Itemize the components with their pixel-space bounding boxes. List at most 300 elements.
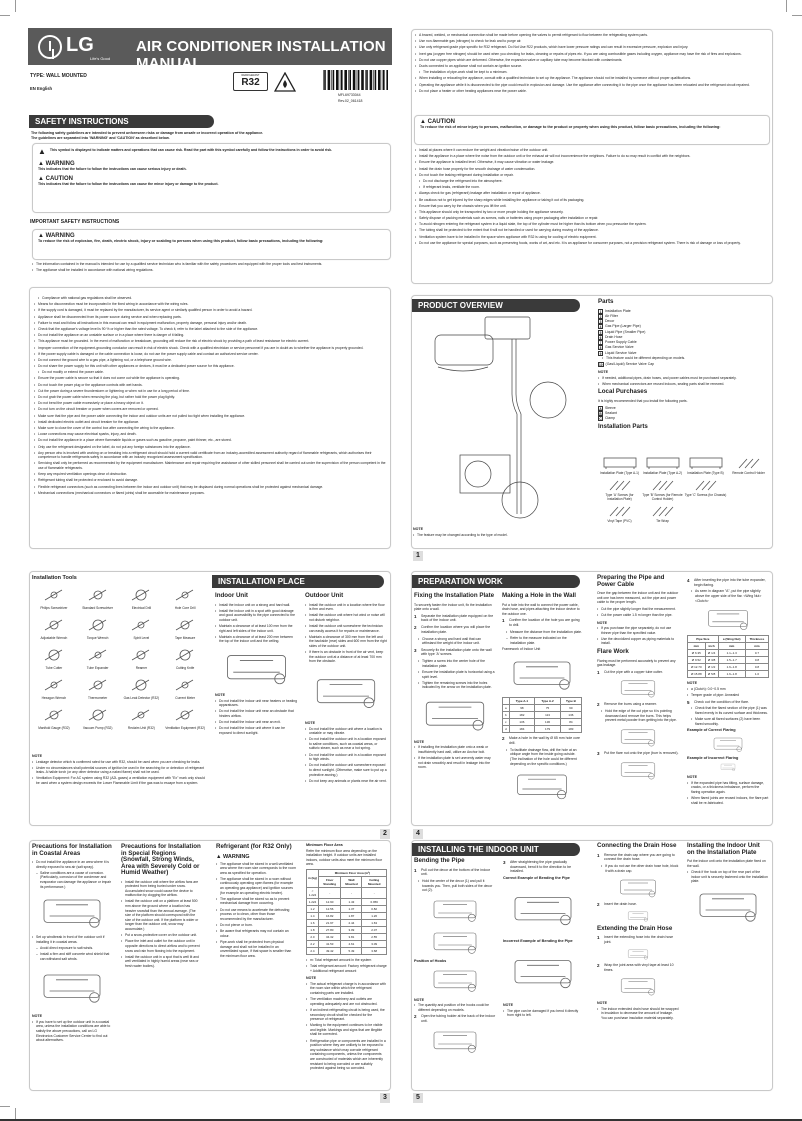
installation-part-item: [727, 478, 770, 501]
part-number-badge: 8: [599, 346, 602, 351]
bullet-item: • Be cautious not to get injured by the sharp edges while installing the appliance or taking it out of its packaging.: [415, 198, 769, 203]
bullet-item: • The indoor extended drain hose should be wrapped in insulation to decrease the amount of leakage. You can purchase insulation material separately.: [597, 1007, 679, 1021]
bullet-item: • Do not pierce or burn.: [216, 923, 296, 928]
section-title-preparation-work: PREPARATION WORK: [412, 575, 580, 588]
tool-icon: [86, 705, 110, 725]
caution-label: CAUTION: [45, 176, 73, 182]
plate-figure: [502, 653, 582, 695]
bullet-item: • Install the outdoor unit in a spot that is well lit and well ventilated in highly humid areas (near sea or fresh water bodies).: [121, 955, 201, 969]
step-item: [414, 648, 496, 657]
table-cell: 2.4: [307, 947, 319, 954]
table-row: [503, 712, 582, 719]
lg-logo-icon: [38, 35, 62, 59]
part-number-badge: A: [599, 406, 602, 411]
tools-note: [32, 751, 207, 787]
tool-item: [76, 675, 120, 700]
tool-label: Spirit Level: [133, 636, 150, 640]
note-label: NOTE: [597, 1001, 607, 1006]
bullet-item: • Cut the pipe slightly longer that the measurement.: [597, 607, 679, 612]
section-heading: Flare Work: [597, 648, 629, 656]
tool-item: [120, 585, 164, 610]
part-number-badge: 4: [599, 325, 602, 330]
note-label: NOTE: [306, 976, 316, 981]
bullet-item: • Use non-flammable gas (nitrogen) to check for leak and to purge air.: [415, 39, 769, 44]
bullet-item: • If the power supply cable is damaged or the cable connection is loose, do not use the power supply cable and contact an authorized service center.: [34, 352, 388, 357]
bullet-item: • If an indirect refrigerating circuit is being used, the secondary circuit shall be checked for the presence of refrigerant.: [306, 1008, 387, 1022]
installation-part-label: Tie Wrap: [656, 519, 669, 523]
table-cell: 12.90: [318, 898, 341, 905]
installation-part-label: Type 'C' Screws (for Chassis): [684, 493, 727, 497]
section-heading: Installation Parts: [598, 423, 648, 431]
symbol-legend-box: [32, 143, 391, 213]
table-cell: 179: [535, 726, 561, 733]
product-type: TYPE: WALL MOUNTED: [30, 73, 87, 79]
installation-part-label: Remote Control Holder: [732, 471, 765, 475]
tool-icon: [129, 645, 153, 665]
note-label: NOTE: [215, 693, 225, 698]
warning-label: WARNING: [45, 233, 75, 239]
step-text: Make a hole in the wall by Ø 65 mm hole core drill.: [509, 736, 581, 745]
bullet-item: • Install the appliance in a place where the noise from the outdoor unit or the exhaust air will not inconvenience the neighbors. Failure to do so may result in conflict with the neighbors.: [415, 154, 769, 159]
sub-bullet-item: • Tighten the remaining screws into the holes indicated by the arrow on the installation plate.: [414, 681, 496, 690]
table-cell: 183: [560, 726, 581, 733]
table-row: [307, 940, 387, 947]
language: EN English: [30, 86, 53, 91]
page-number: 5: [413, 1093, 423, 1103]
table-cell: c: [503, 719, 510, 726]
section-heading: Preparing the Pipe and Power Cable: [597, 574, 665, 588]
table-header-cell: Thickness: [745, 636, 768, 643]
bullet-item: • Total refrigerant amount: Factory refrigerant charge + Additional refrigerant amount: [306, 964, 387, 973]
sub-bullet-item: • Do not discharge the refrigerant into the atmosphere.: [415, 179, 769, 184]
tool-icon: [86, 675, 110, 695]
bullet-item: • Cut the power cable 1.5 m longer than the pipe.: [597, 613, 679, 618]
part-name: Drain Hose: [605, 334, 623, 339]
table-cell: 2.44: [341, 919, 362, 926]
table-header-cell: Wall Mounted: [341, 876, 362, 887]
subheading: Position of Hooks: [414, 958, 447, 963]
refrigerant-caption: REFRIGERANT: [241, 74, 260, 77]
part-name: Air Filter: [605, 313, 619, 318]
bullet-item: • Failure to read and follow all instructions in this manual can result in equipment malfunction, property damage, personal injury and/or death.: [34, 321, 388, 326]
bullet-item: • Pipe-work shall be protected from physical damage and shall not be installed in an unventilated space, if that space is smaller than the minimum floor area.: [216, 940, 296, 958]
bullet-item: • Do not install the outdoor unit where a location is unstable or may vibrate.: [305, 727, 387, 736]
bullet-item: • Check if the hook on top of the rear part of the indoor unit is securely fastened onto the installation plate.: [687, 870, 769, 884]
step-number: 2: [597, 902, 600, 908]
subheading: Correct Example of Bending the Pipe: [503, 876, 570, 881]
tool-icon: [129, 585, 153, 605]
tool-icon: [86, 585, 110, 605]
important-safety-title: IMPORTANT SAFETY INSTRUCTIONS: [30, 219, 120, 225]
tool-item: [163, 585, 207, 610]
tool-item: [163, 615, 207, 640]
page-number: 4: [413, 829, 423, 839]
part-number-badge: 6: [599, 335, 602, 340]
tool-icon: [86, 645, 110, 665]
table-cell: 0.8: [745, 664, 768, 671]
bullet-item: • Install the indoor unit in a spot with good drainage and good accessibility to the pipe connected to the outdoor unit.: [215, 609, 298, 623]
bullet-item: • Leakage detector which is confirmed rated for use with R32, should be used when you are checking for leaks.: [32, 760, 207, 765]
table-cell: 34.32: [318, 933, 341, 940]
step-item: [414, 1014, 496, 1023]
bullet-item: • The appliance shall be stored so as to prevent mechanical damage from occurring.: [216, 897, 296, 906]
installation-part-icon: [731, 456, 767, 470]
bullet-item: • This appliance must be grounded. In the event of malfunction or breakdown, grounding will reduce the risk of electric shock by providing a path of least resistance for electric current.: [34, 339, 388, 344]
part-number-badge: B: [599, 411, 602, 416]
data-table: [306, 869, 387, 955]
sub-bullet-item: • Tighten a screw into the center hole of the installation plate.: [414, 659, 496, 668]
bullet-item: • If needed, additional pipes, drain hoses, and power cables must be purchased separately.: [598, 376, 770, 381]
tool-label: Standard Screwdriver: [82, 606, 113, 610]
installation-part-item: [684, 478, 727, 501]
bullet-item: • Do not use the appliance for special purposes, such as preserving foods, works of art, and etc. It is an appliance for consumer purposes, not a precision refrigerant system. There is risk of damage or loss of property.: [415, 241, 769, 246]
step-item: [414, 614, 496, 623]
bullet-item: • Any person who is involved with working on or breaking into a refrigerant circuit should hold a current valid certificate from an industry-accredited assessment authority regard of flammable refrigerants, which authorises their competence to handle refrigerants safely in accordance with an industry recognized assessment specification.: [34, 451, 388, 460]
section-heading: Local Purchases: [598, 388, 648, 396]
sub-bullet-item: • Choose a strong and hard wall that can withstand the weight of the indoor unit.: [414, 637, 496, 646]
step-text: After inserting the pipe into the tube expander, begin flaring.: [694, 578, 766, 587]
bullet-item: • Do not install the appliance on an unstable surface or in a place where there is danger of it falling.: [34, 333, 388, 338]
subheading: Example of Correct Flaring: [687, 728, 736, 733]
table-cell: 21.97: [318, 919, 341, 926]
caution-box: [414, 115, 770, 145]
paragraph: It is highly recommended that you install the following parts.: [598, 398, 688, 403]
table-cell: Ø 1/4: [705, 650, 718, 657]
table-header-cell: mm: [745, 643, 768, 650]
table-cell: 1.6: [307, 919, 319, 926]
bullet-item: • Inert gas (oxygen free nitrogen) should be used when you checking for leaks, cleaning or repairs of pipes etc. If you are using combustible gases including oxygen, appliance may have the risk of fires and explosions.: [415, 52, 769, 57]
section-heading: Refrigerant (for R32 Only): [216, 843, 292, 850]
table-cell: 41.53: [318, 940, 341, 947]
step-item: [414, 868, 496, 877]
bullet-item: • Install the outdoor unit on a platform at least 500 mm above the ground where a location has heavier snowfall than the annual average. (The size of the platform should correspond with the size of the outdoor unit. If the platform is wider or longer than the outdoor unit, snow may accumulate.): [121, 899, 201, 931]
installation-part-item: [598, 504, 641, 523]
installation-part-icon: [602, 504, 638, 518]
table-header-cell: Ceiling Mounted: [362, 876, 387, 887]
tool-item: [76, 645, 120, 670]
table-header-cell: mm: [688, 643, 706, 650]
bullet-item: • Install the outdoor unit somewhere the technician can easily access it for repairs or maintenance.: [305, 624, 387, 633]
bullet-item: • Be aware that refrigerants may not contain an odour.: [216, 929, 296, 938]
tool-icon: [42, 675, 66, 695]
bullet-item: • Refrigerant tubing shall be protected or enclosed to avoid damage.: [34, 478, 388, 483]
indoor-unit-figure: [414, 965, 496, 995]
part-name: Installation Plate: [605, 308, 631, 313]
flare-correct-figure: [687, 734, 769, 754]
table-row: [688, 650, 769, 657]
table-cell: 2.2: [307, 940, 319, 947]
installation-part-icon: [688, 478, 724, 492]
warning-triangle-icon: ▲: [38, 161, 46, 167]
tool-item: [32, 615, 76, 640]
bullet-item: • Make sure that the pipe and the power cable connecting the indoor and outdoor units are not pulled too tight when installing the appliance.: [34, 414, 388, 419]
step-number: 1: [597, 669, 600, 675]
bullet-item: • Do not use copper pipes which are deformed. Otherwise, the expansion valve or capillary tube may become blocked with contaminants.: [415, 58, 769, 63]
section-heading: Precautions for Installation in Special Regions (Snowfall, Strong Winds, Area with Severely Cold or Humid Weather): [121, 843, 201, 876]
bullet-item: • Do not keep any animals or plants near the air vent.: [305, 779, 387, 784]
hole-figure: [502, 768, 582, 803]
paragraph: Put the indoor unit onto the installation plate fixed on the wall.: [687, 859, 766, 868]
tool-label: Vacuum Pump (R32): [82, 726, 113, 730]
table-cell: 12.56: [318, 905, 341, 912]
tool-item: [120, 675, 164, 700]
bullet-item: • Do not install the appliance in an area where it is directly exposed to sea air (salt spray).: [32, 860, 112, 869]
part-number-badge: 1: [599, 309, 602, 314]
installation-part-item: [598, 478, 641, 501]
step-item: [502, 736, 582, 745]
bullet-item: • Only use the refrigerant designated on the label, do not put any foreign substances into the appliance.: [34, 445, 388, 450]
bullet-item: • Improper connection of the equipment-grounding conductor can result in risk of electric shock. Check with a qualified electrician or service personnel if you are in doubt as to whether the appliance is properly grounded.: [34, 346, 388, 351]
bullet-item: • The tubing shall be protected to the extent that it will not be handled or used for carrying during moving of the appliance.: [415, 228, 769, 233]
bullet-item: • If you purchase the pipe separately, do not use thinner pipe than the specified value.: [597, 626, 679, 635]
paragraph: Flaring must be performed accurately to prevent any gas leakage.: [597, 658, 676, 668]
tool-label: Electrical Drill: [131, 606, 152, 610]
installation-part-icon: [731, 478, 767, 492]
table-cell: 0.7: [745, 650, 768, 657]
outdoor-clearance-figure: [305, 666, 387, 718]
bullet-item: • m: Total refrigerant amount in the system: [306, 958, 387, 963]
tool-item: [32, 645, 76, 670]
tool-label: Tape Measure: [175, 636, 196, 640]
sub-bullet-item: • If refrigerant leaks, ventilate the room.: [415, 185, 769, 190]
refrigerant-badge: [233, 72, 268, 91]
table-row: [503, 719, 582, 726]
flare-figure: [597, 676, 679, 700]
subheading: Example of Incorrect Flaring: [687, 756, 739, 761]
tool-label: Hexagon Wrench: [41, 696, 67, 700]
tool-label: Tube Expander: [86, 666, 109, 670]
table-cell: 27.80: [318, 926, 341, 933]
sub-bullet-item: • Check that the flared section of the pipe (1) was flared evenly in its curved surface and thickness.: [687, 706, 769, 715]
table-row: [307, 919, 387, 926]
tool-label: Torque Wrench: [86, 636, 109, 640]
bend-figure: [503, 882, 583, 937]
bullet-item: • Maintain a clearance of 300 mm from the left and the backside (rear) sides and 600 mm from the right sides of the outdoor unit.: [305, 635, 387, 649]
step-number: 2: [597, 702, 600, 708]
table-header-cell: a (Wing Nut): [718, 636, 745, 643]
pipe-figure: [687, 605, 769, 633]
bullet-item: • Do not share the power supply for this unit with other appliances or devices, it must be a dedicated power source for this appliance.: [34, 364, 388, 369]
special-regions-column: [121, 841, 201, 970]
table-cell: 113: [535, 712, 561, 719]
table-row: [307, 898, 387, 905]
paragraph: Put a hole into the wall to connect the power cable, drain hose, and pipes attaching the indoor device to the outdoor one.: [502, 602, 580, 616]
table-cell: Ø 3/8: [705, 657, 718, 664]
table-cell: 2.55: [362, 933, 387, 940]
bullet-item: • Install dedicated electric outlet and circuit breaker for the appliance.: [34, 420, 388, 425]
section-title-safety: SAFETY INSTRUCTIONS: [29, 115, 214, 128]
bullet-item: • Flexible refrigerant connectors (such as connecting lines between the indoor and outdoor unit) that may be displaced during normal operations shall be protected against mechanical damage.: [34, 485, 388, 490]
bullet-item: • Safely dispose of packing materials such as screws, nails or batteries using proper packaging after installation or repair.: [415, 216, 769, 221]
step-number: 2: [502, 736, 505, 742]
note-label: NOTE: [503, 1003, 513, 1008]
sub-bullet-item: • As seen in diagram "A", put the pipe slightly above the upper side of the flar. <Wing Nut> <Clutch>: [687, 589, 769, 603]
step-text: Securely fix the installation plate onto the wall with type 'A' screws.: [421, 647, 492, 657]
installation-part-icon: [602, 478, 638, 492]
barcode: [323, 70, 388, 90]
tool-item: [32, 675, 76, 700]
table-cell: Ø 9.52: [688, 657, 706, 664]
caution-description: This indicates that the failure to follow the instructions can cause the minor injury or damage to the product.: [38, 182, 219, 186]
bullet-item: • Means for disconnection must be incorporated in the fixed wiring in accordance with the wiring rules.: [34, 302, 388, 307]
caution-label: CAUTION: [427, 119, 455, 125]
tool-item: [163, 675, 207, 700]
part-number-badge: 3: [599, 320, 602, 325]
installation-parts-grid: [598, 456, 770, 523]
table-header-cell: Type A-2: [535, 698, 561, 705]
step-item: [597, 963, 679, 972]
section-heading: Connecting the Drain Hose: [597, 842, 677, 849]
bullet-item: • The appliance shall be installed in accordance with national wiring regulations.: [32, 268, 390, 273]
page-number: 2: [380, 829, 390, 839]
table-cell: 16.82: [318, 912, 341, 919]
bullet-item: • The information contained in the manual is intended for use by a qualified service technician who is familiar with the safety procedures and equipped with the proper tools and test instruments.: [32, 262, 390, 267]
dash-item: – Refer to the measure indicated on the installation plate.: [502, 636, 582, 645]
tool-icon: [42, 645, 66, 665]
floor-area-column: [306, 841, 387, 1072]
table-header-cell: mm: [718, 643, 745, 650]
bullet-item: • Do not use means to accelerate the defrosting process or to clean, other than those recommended by the manufacturer.: [216, 908, 296, 922]
indoor-unit-figure: [414, 895, 496, 925]
indoor-unit-figure: [414, 927, 496, 957]
bullet-item: • The ventilation machinery and outlets are operating adequately and are not obstructed.: [306, 997, 387, 1006]
tool-icon: [129, 675, 153, 695]
sub-bullet-item: • The installation of pipe-work shall be kept to a minimum.: [415, 70, 769, 75]
table-cell: -: [318, 887, 341, 898]
bullet-item: • Do not connect the ground wire to a gas pipe, a lightning rod, or a telephone ground wire.: [34, 358, 388, 363]
safety-intro-line: The following safety guidelines are intended to prevent unforeseen risks or damage from unsafe or incorrect operation of the appliance.: [31, 131, 264, 135]
table-cell: 1.2: [307, 905, 319, 912]
tool-icon: [86, 615, 110, 635]
step-item: [687, 578, 769, 587]
bullet-item: • The pipe can be damaged if you bend it directly from right to left.: [503, 1009, 583, 1018]
bullet-item: • Maintain a clearance of at least 200 mm between the top of the indoor unit and the ceiling.: [215, 635, 298, 644]
bend-figure: [503, 945, 583, 1000]
note-label: NOTE: [413, 527, 423, 531]
step-item: [502, 618, 582, 627]
part-name: Liquid Service Valve: [605, 350, 637, 355]
step-number: 4: [687, 578, 690, 583]
tool-icon: [173, 705, 197, 725]
note-label: NOTE: [598, 370, 608, 375]
tool-item: [120, 705, 164, 730]
table-cell: 1.224: [307, 898, 319, 905]
table-header-row: [688, 636, 769, 643]
part-item: [598, 362, 770, 367]
table-cell: 84: [560, 719, 581, 726]
table-cell: Ø 6.35: [688, 650, 706, 657]
table-cell: Ø 15.88: [688, 671, 706, 678]
table-cell: 184: [509, 726, 535, 733]
indoor-unit-figure: [414, 1026, 496, 1056]
installation-part-label: Type 'B' Screws (for Remote Control Holder): [642, 493, 683, 501]
bullet-item: • Install at places where it can endure the weight and vibration/noise of the outdoor unit.: [415, 148, 769, 153]
bullet-item: • Always check for gas (refrigerant) leakage after installation or repair of appliance.: [415, 191, 769, 196]
dash-item: – Avoid direct exposure to salt winds.: [32, 946, 112, 951]
tagline: Life's Good: [90, 56, 111, 61]
tool-label: Reamer: [135, 666, 148, 670]
note-label: NOTE: [597, 620, 607, 625]
bullet-item: • The quantity and position of the hooks could be different depending on models.: [414, 1003, 496, 1012]
note-label: NOTE: [687, 775, 697, 780]
step-text: Remove the drain cap where you are going to connect the drain hose.: [604, 852, 675, 862]
step-number: 2: [414, 625, 417, 631]
tool-label: Philips Screwdriver: [40, 606, 68, 610]
bullet-item: • If the installation plate is set unevenly water may not drain smoothly and result in leakage into the room.: [414, 756, 496, 770]
bullet-item: • Do not install the indoor unit near heaters or heating apparatuses.: [215, 699, 298, 708]
table-cell: -: [362, 887, 387, 898]
note-label: NOTE: [305, 721, 315, 725]
table-cell: 75: [535, 705, 561, 712]
warning-label: WARNING: [45, 161, 75, 167]
table-header-row: [307, 876, 387, 887]
step-item: [597, 902, 679, 907]
manual-title: AIR CONDITIONER INSTALLATION MANUAL: [136, 38, 386, 72]
refrigerant-column: [216, 841, 296, 960]
part-name: Clamp: [605, 416, 616, 421]
warning-bullets: [415, 33, 769, 95]
bullet-item: • Do not install the indoor unit where it can be exposed to direct sunlight.: [215, 726, 298, 735]
table-cell: a: [503, 705, 510, 712]
table-row: [307, 947, 387, 954]
step-number: 1: [414, 613, 417, 619]
sub-bullet-item: • Hold the center of the decor (1) and pull it towards you. Then, pull both sides of the decor out (2).: [414, 879, 496, 893]
bullet-item: • Do not grab the power cable when removing the plug, but rather hold the power plug tightly.: [34, 395, 388, 400]
tool-icon: [129, 705, 153, 725]
table-row: [307, 933, 387, 940]
brand: LG: [66, 34, 94, 56]
sub-bullet-item: • If you do not use the other drain hose hole, block it with a drain cap.: [597, 864, 679, 873]
step-text: Wrap the joint area with vinyl tape at least 10 times.: [604, 962, 674, 972]
sub-bullet-item: • Ensure the installation plate is horizontal using a spirit level.: [414, 670, 496, 679]
bullet-item: • Cut the power during a severe thunderstorm or lightening or when not in use for a long period of time.: [34, 389, 388, 394]
sub-bullet-item: • This feature could be different depending on models.: [598, 356, 770, 361]
crop-mark: [0, 15, 10, 16]
table-cell: 1.1~1.3: [718, 650, 745, 657]
bullet-item: • Mechanical connections (mechanical connectors or flared joints) shall be accessible for maintenance purposes.: [34, 491, 388, 496]
section-title-installation-place: INSTALLATION PLACE: [212, 575, 384, 588]
bullet-item: • The appliance shall be stored in a well-ventilated area where the room size corresponds to the room area as specified for operation.: [216, 862, 296, 876]
step-number: 1: [414, 867, 417, 873]
note-label: NOTE: [32, 1014, 42, 1019]
warning-box-text: To reduce the risk of explosion, fire, death, electric shock, injury or scalding to persons when using this product, follow basic precautions, including the following:: [38, 239, 324, 243]
tool-icon: [42, 585, 66, 605]
table-cell: d: [503, 726, 510, 733]
tool-label: Hole Core Drill: [174, 606, 196, 610]
table-row: [307, 887, 387, 898]
installation-part-label: Vinyl Tape (PVC): [607, 519, 632, 523]
table-cell: 2.07: [362, 926, 387, 933]
table-cell: 1.63: [362, 919, 387, 926]
caution-bullets: [415, 148, 769, 247]
installation-part-icon: [645, 504, 681, 518]
part-name: Power Supply Cable: [605, 340, 637, 344]
bullet-item: • If installing the installation plate onto a weak or insufficiently hard wall, utilize an Anchor bolt.: [414, 745, 496, 754]
table-cell: 3.68: [362, 947, 387, 954]
table-cell: Ø 5/8: [705, 671, 718, 678]
wall-hole-column: [502, 590, 582, 805]
table-cell: 3.09: [341, 926, 362, 933]
step-item: [597, 751, 679, 756]
safety-intro-line: The guidelines are separated into 'WARNING' and 'CAUTION' as described below.: [31, 135, 170, 140]
table-cell: 182: [509, 712, 535, 719]
table-cell: 3.81: [341, 933, 362, 940]
sub-bullet-item: • Make sure all flared surfaces (2) have been flared smoothly.: [687, 717, 769, 726]
table-cell: 98: [509, 705, 535, 712]
tool-item: [76, 585, 120, 610]
table-cell: 1.6~1.8: [718, 671, 745, 678]
tool-label: Gas Leak Detector (R32): [123, 696, 160, 700]
